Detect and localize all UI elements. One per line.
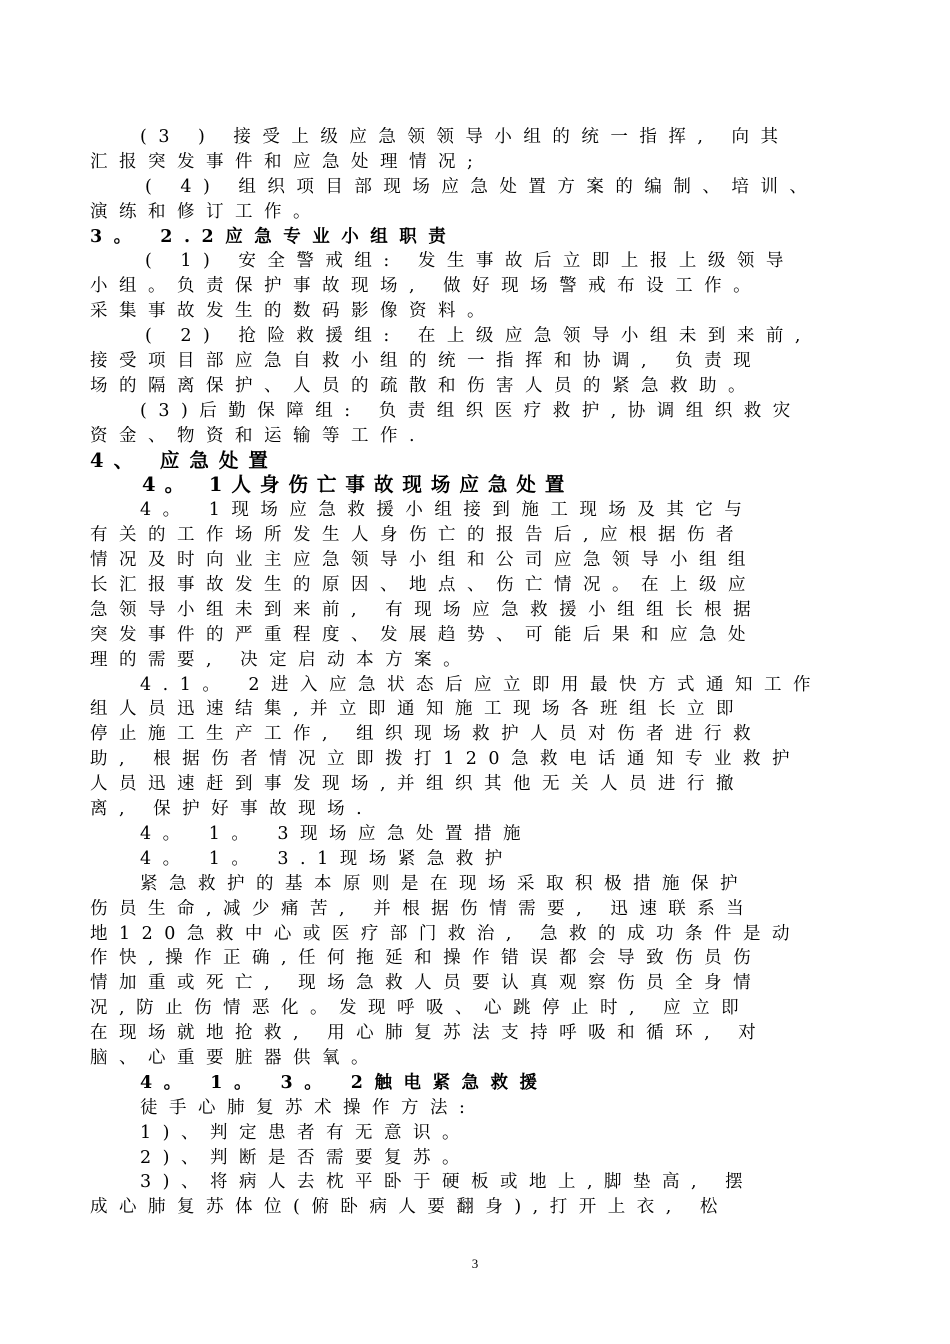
text-line: 情加重或死亡, 现场急救人员要认真观察伤员全身情 <box>90 973 763 994</box>
text-line: 4。 1现场应急救援小组接到施工现场及其它与 <box>140 500 754 521</box>
text-line: 离, 保护好事故现场. <box>90 799 374 820</box>
text-line: 地120急救中心或医疗部门救治, 急救的成功条件是动 <box>90 923 802 944</box>
text-line: ( 1) 安全警戒组: 发生事故后立即上报上级领导 <box>145 251 795 272</box>
text-line: 急领导小组未到来前, 有现场应急救援小组组长根据 <box>90 599 763 620</box>
text-line: 4。 1。 3现场应急处置措施 <box>140 823 533 844</box>
text-line: 1)、判定患者有无意识。 <box>140 1122 471 1143</box>
text-line: 4。 1。 3.1现场紧急救护 <box>140 848 514 869</box>
text-line: 演练和修订工作。 <box>90 201 322 222</box>
text-line: 作快,操作正确,任何拖延和操作错误都会导致伤员伤 <box>90 948 763 969</box>
text-line: (3)后勤保障组: 负责组织医疗救护,协调组织救灾 <box>140 400 802 421</box>
text-line: 停止施工生产工作, 组织现场救护人员对伤者进行救 <box>90 724 763 745</box>
text-line: 组人员迅速结集,并立即通知施工现场各班组长立即 <box>90 699 746 720</box>
text-line: 汇报突发事件和应急处理情况; <box>90 151 485 172</box>
text-line: 徒手心肺复苏术操作方法: <box>140 1097 477 1118</box>
text-line: 2)、判断是否需要复苏。 <box>140 1147 471 1168</box>
text-line: 接受项目部应急自救小组的统一指挥和协调, 负责现 <box>90 351 763 372</box>
text-line: 突发事件的严重程度、发展趋势、可能后果和应急处 <box>90 624 757 645</box>
text-line: 3)、将病人去枕平卧于硬板或地上,脚垫高, 摆 <box>140 1172 755 1193</box>
text-line: 资金、物资和运输等工作. <box>90 425 427 446</box>
text-line: 成心肺复苏体位(俯卧病人要翻身),打开上衣, 松 <box>90 1197 729 1218</box>
text-line: 有关的工作场所发生人身伤亡的报告后,应根据伤者 <box>90 525 746 546</box>
text-line: 伤员生命,减少痛苦, 并根据伤情需要, 迅速联系当 <box>90 898 756 919</box>
text-line: 情况及时向业主应急领导小组和公司应急领导小组组 <box>90 550 757 571</box>
page-number: 3 <box>471 1256 479 1271</box>
text-line: 小组。负责保护事故现场, 做好现场警戒布设工作。 <box>90 276 763 297</box>
text-line: 在现场就地抢救, 用心肺复苏法支持呼吸和循环, 对 <box>90 1023 768 1044</box>
text-line: 4。 1。 3。 2触电紧急救援 <box>140 1072 549 1093</box>
text-line: 长汇报事故发生的原因、地点、伤亡情况。在上级应 <box>90 575 757 596</box>
text-line: 3。 2.2应急专业小组职责 <box>90 226 458 247</box>
text-line: 况,防止伤情恶化。发现呼吸、心跳停止时, 应立即 <box>90 998 751 1019</box>
text-line: 4、 应急处置 <box>90 448 278 472</box>
text-line: 助, 根据伤者情况立即拨打120急救电话通知专业救护 <box>90 749 802 770</box>
text-line: (3 ) 接受上级应急领领导小组的统一指挥, 向其 <box>140 127 790 147</box>
text-line: 紧急救护的基本原则是在现场采取积极措施保护 <box>140 873 749 894</box>
text-line: 采集事故发生的数码影像资料。 <box>90 301 496 322</box>
text-line: 人员迅速赶到事发现场,并组织其他无关人员进行撤 <box>90 774 746 795</box>
text-line: 4.1。 2进入应急状态后应立即用最快方式通知工作 <box>140 674 823 695</box>
text-line: 理的需要, 决定启动本方案。 <box>90 649 473 670</box>
text-line: 场的隔离保护、人员的疏散和伤害人员的紧急救助。 <box>90 375 757 396</box>
text-line: ( 4) 组织项目部现场应急处置方案的编制、培训、 <box>145 176 819 197</box>
text-line: 脑、心重要脏器供氧。 <box>90 1047 380 1068</box>
document-body <box>90 125 860 1220</box>
text-line: 4。 1人身伤亡事故现场应急处置 <box>142 473 574 497</box>
text-line: ( 2) 抢险救援组: 在上级应急领导小组未到来前, <box>145 326 812 347</box>
